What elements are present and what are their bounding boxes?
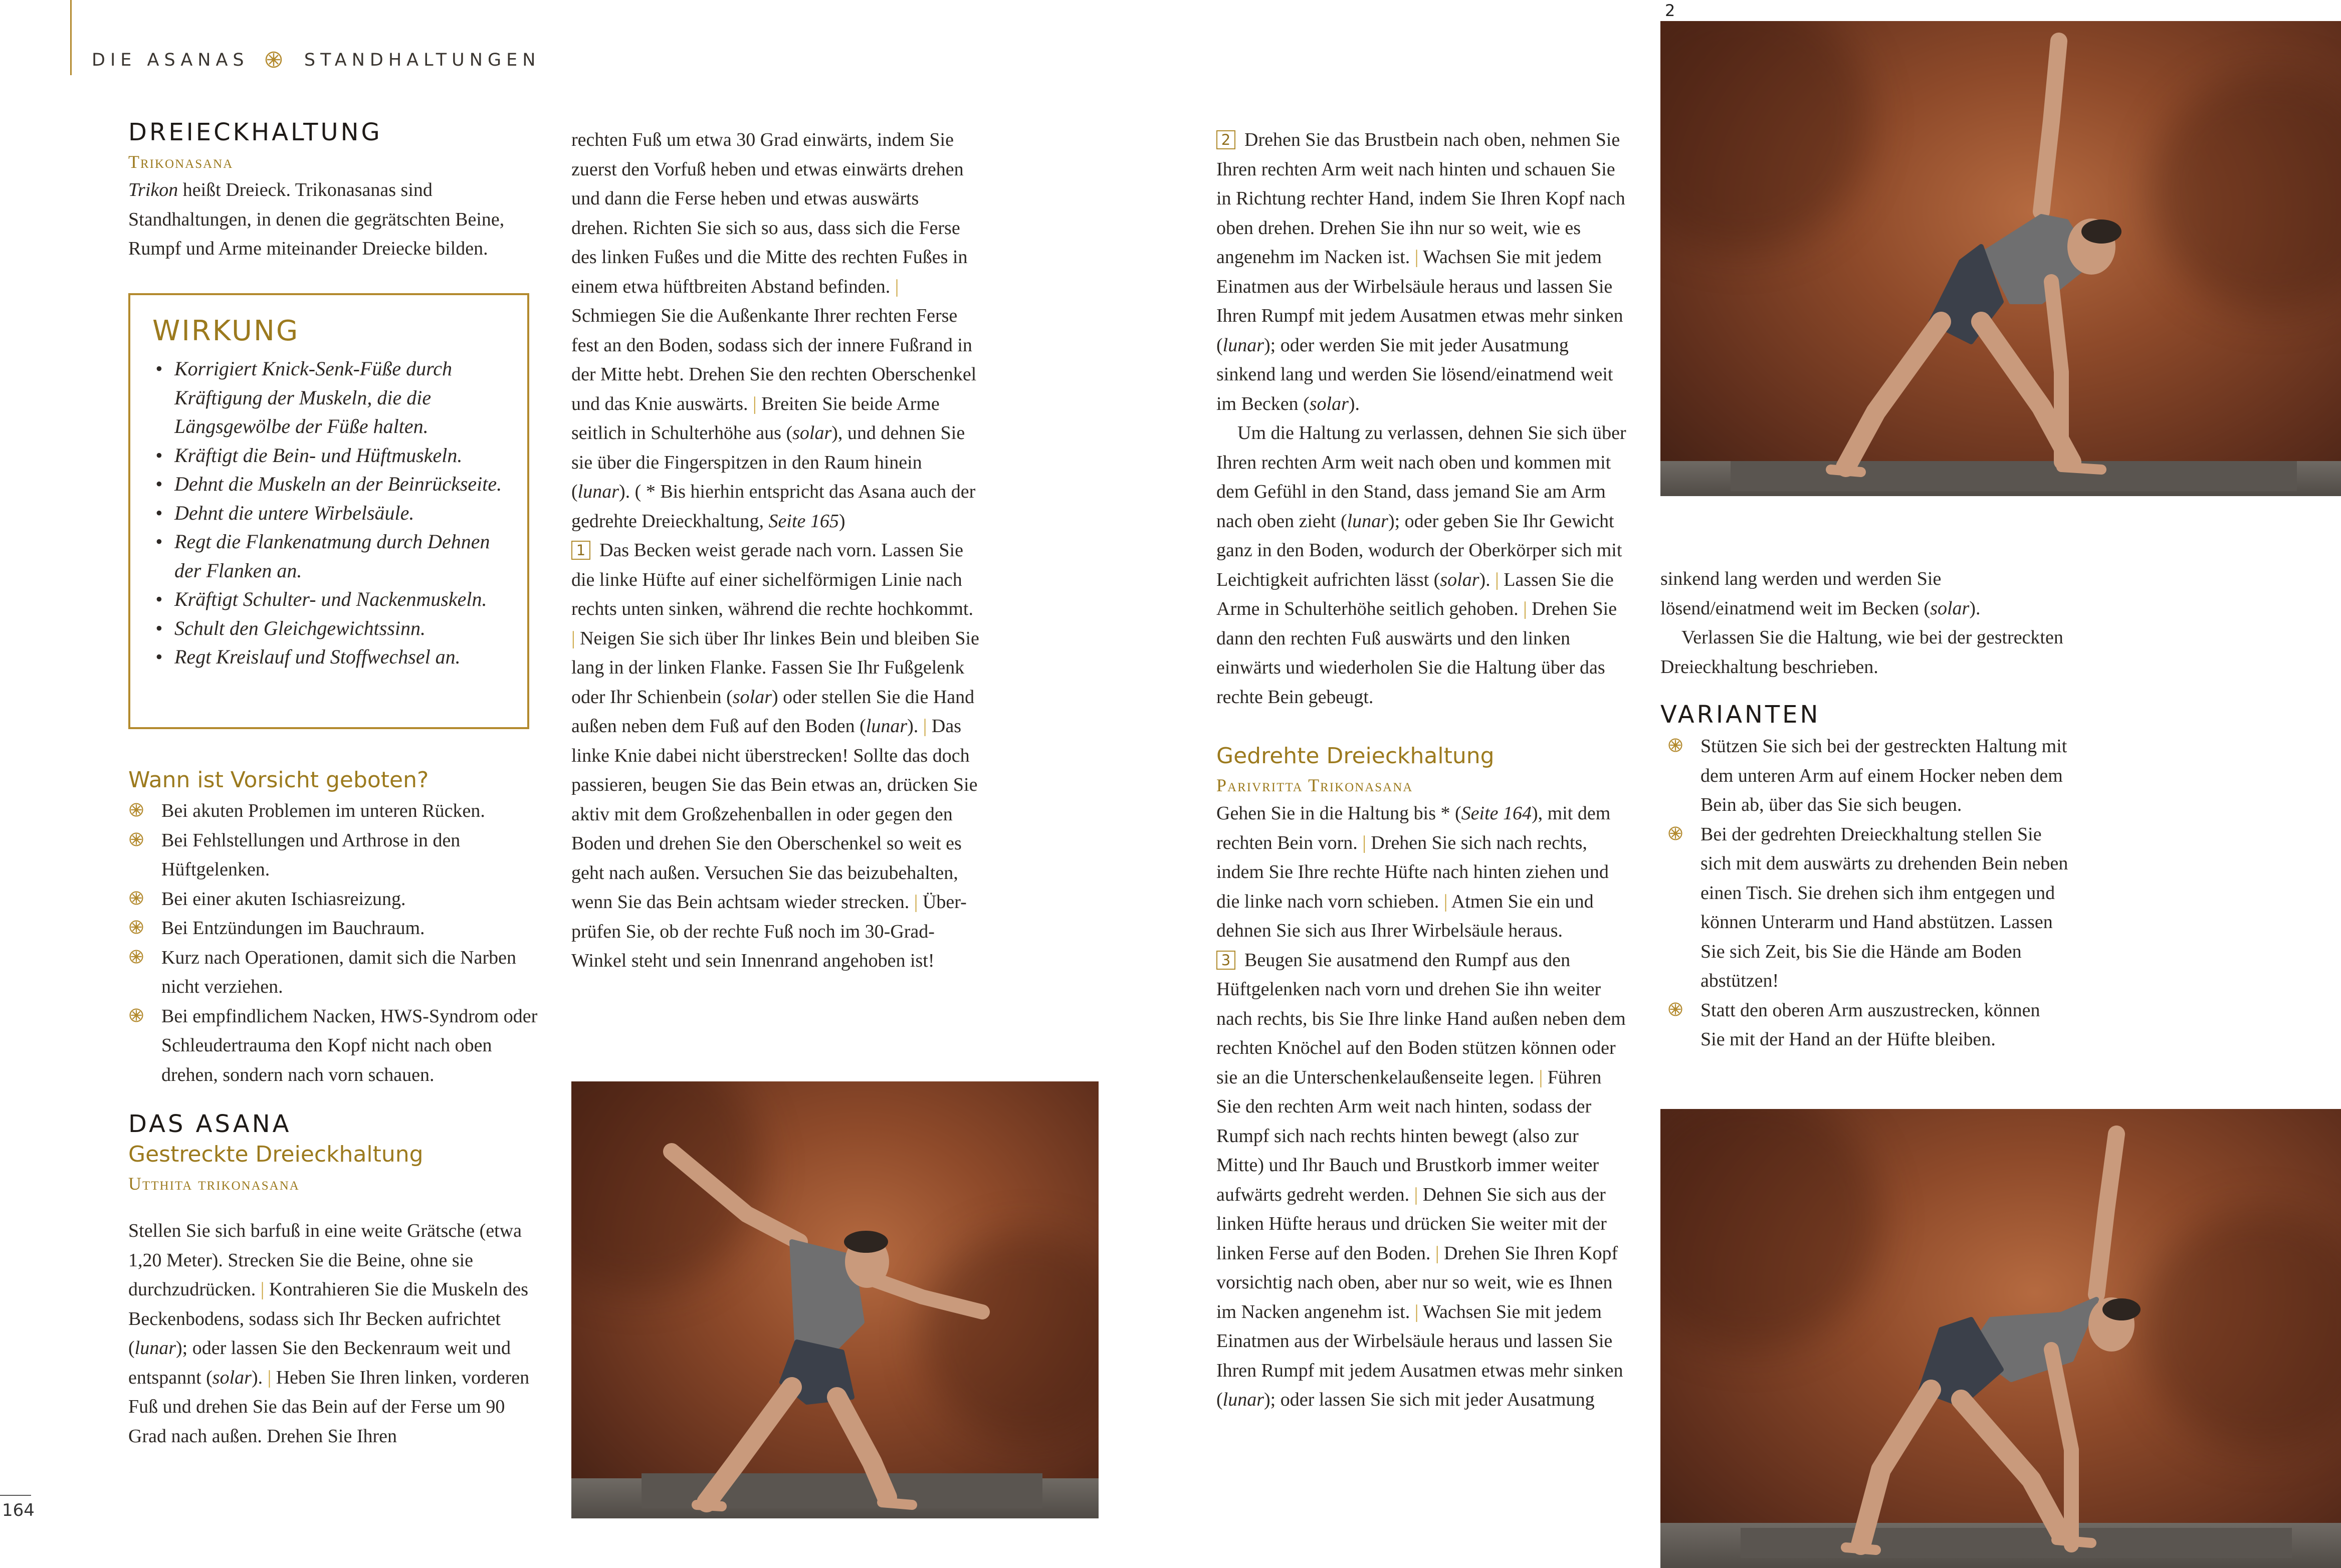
page-reference: Seite 164 bbox=[1461, 803, 1532, 824]
separator: | bbox=[1435, 1242, 1439, 1264]
solar-label: solar bbox=[792, 422, 832, 443]
text: Drehen Sie das Brustbein nach oben, nehmen Sie Ihren rechten Arm weit nach hinten und schauen Sie in Richtung rechter Hand, indem Sie Ihren Kopf nach oben drehen. Drehen Sie ihn nur so weit, wie es angenehm im Nacken ist. bbox=[1216, 129, 1625, 268]
col4-paragraph-2: Verlassen Sie die Haltung, wie bei der gestreckten Dreieckhaltung beschrieben. bbox=[1660, 627, 2063, 678]
separator: | bbox=[1495, 569, 1499, 590]
vorsicht-item bbox=[121, 826, 539, 884]
figure-1-photo bbox=[571, 1081, 1099, 1518]
separator: | bbox=[1362, 832, 1366, 853]
flower-bullet-icon bbox=[128, 1007, 144, 1023]
separator: | bbox=[914, 891, 918, 913]
intro-title: DREIECKHALTUNG bbox=[128, 118, 382, 146]
text: Wachsen Sie mit jedem Einatmen aus der Wirbelsäule heraus und lassen Sie Ihren Rumpf mit jedem Ausatmen etwas mehr sinken ( bbox=[1216, 247, 1623, 356]
separator: | bbox=[1523, 598, 1527, 619]
separator: | bbox=[895, 276, 899, 297]
col3-paragraph-4 bbox=[1216, 946, 1627, 1415]
separator: | bbox=[1539, 1066, 1543, 1088]
text: Das linke Knie dabei nicht überstrecken! Sollte das doch passieren, beugen Sie das Bein etwas an, drücken Sie aktiv mit dem Großzehenballen in oder gegen den Boden und drehen Sie den Oberschenkel so weit es geht nach außen. Versuchen Sie das beizubehalten, wenn Sie das Bein achtsam wieder strecken. bbox=[571, 716, 978, 913]
text: ). bbox=[1479, 569, 1496, 590]
wirkung-box bbox=[128, 293, 529, 729]
figure-2-person bbox=[1660, 21, 2341, 496]
flower-bullet-icon bbox=[1667, 1001, 1683, 1017]
variante-text: Bei der gedrehten Dreieckhaltung stellen Sie sich mit dem auswärts zu drehenden Bein neben einen Tisch. Sie drehen sich ihm entgegen und können Unterarm und Hand abstützen. Lassen Sie sich Zeit, bis Sie die Hände am Boden abstützen! bbox=[1700, 823, 2068, 991]
vorsicht-item bbox=[121, 914, 539, 943]
col2-paragraph-1 bbox=[571, 125, 980, 536]
text: Führen Sie den rechten Arm weit nach hinten, sodass der Rumpf sich nach rechts hinten bewegt (also zur Mitte) und Ihr Bauch und Brustkorb immer weiter aufwärts gedreht werden. bbox=[1216, 1066, 1602, 1205]
text: Beugen Sie ausatmend den Rumpf aus den Hüftgelenken nach vorn und drehen Sie ihn weiter nach rechts, bis Sie Ihre linke Hand außen neben dem rechten Knöchel auf den Boden stützen können oder sie an die Unterschenkelaußenseite legen. bbox=[1216, 949, 1626, 1088]
wirkung-item: • Kräftigt Schulter- und Nackenmuskeln. bbox=[152, 585, 507, 614]
flower-bullet-icon bbox=[1667, 825, 1683, 841]
flower-bullet-icon bbox=[128, 919, 144, 935]
col2-paragraph-2 bbox=[571, 536, 980, 976]
varianten-title: VARIANTEN bbox=[1660, 701, 1821, 729]
lunar-label: lunar bbox=[1222, 334, 1264, 356]
wirkung-item: • Korrigiert Knick-Senk-Füße durch Kräftigung der Muskeln, die die Längsgewölbe der Füße halten. bbox=[152, 354, 507, 441]
vorsicht-section bbox=[128, 764, 539, 1089]
figure-2-photo bbox=[1660, 21, 2341, 496]
flower-bullet-icon bbox=[128, 831, 144, 847]
text: ) oder stellen Sie die Hand außen neben dem Fuß auf den Boden ( bbox=[571, 686, 975, 737]
vorsicht-title: Wann ist Vorsicht geboten? bbox=[128, 767, 429, 793]
text: Lassen Sie die Arme in Schulterhöhe seitlich gehoben. bbox=[1216, 569, 1614, 619]
intro-paragraph bbox=[128, 175, 539, 264]
text: Drehen Sie sich nach rechts, indem Sie Ihre rechte Hüfte nach hinten ziehen und die linke nach vorn schieben. bbox=[1216, 832, 1609, 912]
vorsicht-item bbox=[121, 943, 539, 1002]
lunar-label: lunar bbox=[1347, 510, 1388, 532]
variante-item bbox=[1660, 732, 2069, 820]
wirkung-item: • Kräftigt die Bein- und Hüftmuskeln. bbox=[152, 441, 507, 470]
text: Breiten Sie beide Arme seitlich in Schulterhöhe aus ( bbox=[571, 393, 940, 443]
vorsicht-item-text: Bei Entzündungen im Bauchraum. bbox=[161, 918, 425, 939]
text: Dehnen Sie sich aus der linken Hüfte heraus und drücken Sie weiter mit der linken Ferse auf den Boden. bbox=[1216, 1184, 1607, 1264]
text: Um die Haltung zu verlassen, dehnen Sie sich über Ihren rechten Arm weit nach oben und kommen mit dem Gefühl in den Stand, dass jemand Sie am Arm nach oben zieht ( bbox=[1216, 422, 1626, 532]
text: ). bbox=[1969, 597, 1981, 619]
flower-bullet-icon bbox=[128, 949, 144, 965]
page-number: 164 bbox=[2, 1500, 35, 1520]
separator: | bbox=[923, 716, 927, 737]
wirkung-item: • Dehnt die untere Wirbelsäule. bbox=[152, 499, 507, 528]
variante-item bbox=[1660, 820, 2069, 996]
column-3 bbox=[1216, 125, 1627, 1415]
page-reference: Seite 165 bbox=[768, 510, 839, 532]
lunar-label: lunar bbox=[866, 716, 908, 737]
lunar-label: lunar bbox=[134, 1337, 176, 1359]
col4-paragraph-1 bbox=[1660, 564, 2069, 623]
solar-label: solar bbox=[1440, 569, 1479, 590]
vorsicht-item bbox=[121, 1002, 539, 1090]
solar-label: solar bbox=[1309, 393, 1349, 414]
solar-label: solar bbox=[212, 1367, 252, 1388]
solar-label: solar bbox=[732, 686, 772, 708]
vorsicht-item-text: Bei akuten Problemen im unteren Rücken. bbox=[161, 800, 485, 821]
text: Neigen Sie sich über Ihr linkes Bein und bleiben Sie lang in der linken Flanke. Fassen Sie Ihr Fußgelenk oder Ihr Schienbein ( bbox=[571, 627, 979, 708]
page-number-rule bbox=[0, 1495, 31, 1496]
text: ) bbox=[838, 510, 845, 532]
solar-label: solar bbox=[1930, 597, 1970, 619]
lunar-label: lunar bbox=[577, 481, 619, 502]
text: ). bbox=[907, 716, 923, 737]
text: sinkend lang werden und werden Sie lösend/einatmend weit im Becken ( bbox=[1660, 568, 1942, 619]
wirkung-title: WIRKUNG bbox=[152, 315, 300, 347]
variante-text: Stützen Sie sich bei der gestreckten Haltung mit dem unteren Arm auf einem Hocker neben dem Bein ab, über das Sie sich beugen. bbox=[1700, 736, 2067, 815]
asana-subtitle: Gestreckte Dreieckhaltung bbox=[128, 1142, 423, 1167]
separator: | bbox=[1414, 1301, 1419, 1322]
asana-title: DAS ASANA bbox=[128, 1110, 292, 1138]
text: Über-prüfen Sie, ob der rechte Fuß noch im 30-Grad-Winkel steht und sein Innenrand angehoben ist! bbox=[571, 891, 967, 971]
text: Drehen Sie dann den rechten Fuß auswärts und den linken einwärts und wiederholen Sie die Haltung über das rechte Bein gebeugt. bbox=[1216, 598, 1617, 708]
col3-paragraph-2 bbox=[1216, 418, 1627, 712]
column-2 bbox=[571, 125, 980, 976]
col3-paragraph-3 bbox=[1216, 799, 1627, 946]
intro-text: heißt Dreieck. Trikonasanas sind Standhaltungen, in denen die gegrätschten Beine, Rumpf und Arme miteinander Dreiecke bilden. bbox=[128, 179, 505, 259]
text: ); oder geben Sie Ihr Gewicht ganz in den Boden, wodurch der Oberkörper sich mit Leichtigkeit aufrichten lässt ( bbox=[1216, 510, 1622, 590]
flower-bullet-icon bbox=[128, 802, 144, 818]
asana-text: Stellen Sie sich barfuß in eine weite Grätsche (etwa 1,20 Meter). Strecken Sie die Beine, ohne sie durchzudrücken. bbox=[128, 1220, 522, 1300]
separator: | bbox=[1414, 1184, 1418, 1205]
text: ); oder lassen Sie sich mit jeder Ausatmung bbox=[1264, 1389, 1595, 1410]
wirkung-item: • Dehnt die Muskeln an der Beinrückseite. bbox=[152, 470, 507, 499]
text: Schmiegen Sie die Außenkante Ihrer rechten Ferse fest an den Boden, sodass sich der innere Fußrand in der Mitte hebt. Drehen Sie den rechten Oberschenkel und das Knie auswärts. bbox=[571, 305, 977, 414]
vorsicht-item-text: Bei einer akuten Ischiasreizung. bbox=[161, 888, 406, 910]
figure-1-person bbox=[571, 1081, 1099, 1518]
vorsicht-list bbox=[121, 796, 539, 1089]
asana-text: ); oder lassen Sie den Beckenraum weit und entspannt ( bbox=[128, 1337, 511, 1388]
asana-text: Heben Sie Ihren linken, vorderen Fuß und drehen Sie das Bein auf der Ferse um 90 Grad nach außen. Drehen Sie Ihren bbox=[128, 1367, 530, 1447]
text: ). bbox=[1348, 393, 1360, 414]
figure-3-photo bbox=[1660, 1109, 2341, 1568]
figure-2-number: 2 bbox=[1665, 1, 1675, 20]
text: ), mit dem rechten Bein vorn. bbox=[1216, 803, 1611, 853]
asana-section bbox=[128, 1109, 539, 1470]
col3-paragraph-1 bbox=[1216, 125, 1627, 418]
header-subsection: STANDHALTUNGEN bbox=[304, 50, 541, 70]
flower-bullet-icon bbox=[1667, 737, 1683, 753]
step-marker-3: 3 bbox=[1216, 951, 1235, 970]
flower-ornament-icon bbox=[265, 51, 283, 69]
text: Das Becken weist gerade nach vorn. Lassen Sie die linke Hüfte auf einer sichelförmigen Linie nach rechts unten sinken, während die rechte hochkommt. bbox=[571, 540, 973, 619]
separator: | bbox=[1443, 890, 1448, 912]
separator: | bbox=[571, 627, 575, 649]
text: ), und dehnen Sie sie über die Fingerspitzen in den Raum hinein ( bbox=[571, 422, 965, 502]
separator: | bbox=[752, 393, 757, 414]
twist-sanskrit: Parivritta Trikonasana bbox=[1216, 775, 1413, 795]
text: ); oder werden Sie mit jeder Ausatmung sinkend lang und werden Sie lösend/einatmend weit im Becken ( bbox=[1216, 334, 1613, 414]
text: ). ( * Bis hierhin entspricht das Asana auch der gedrehte Dreieckhaltung, bbox=[571, 481, 976, 532]
varianten-list bbox=[1660, 732, 2069, 1054]
text: Atmen Sie ein und dehnen Sie sich aus Ihrer Wirbelsäule heraus. bbox=[1216, 890, 1594, 941]
vorsicht-item bbox=[121, 884, 539, 914]
separator: | bbox=[260, 1279, 265, 1300]
vorsicht-item-text: Bei Fehlstellungen und Arthrose in den Hüftgelenken. bbox=[161, 829, 461, 880]
wirkung-item: • Schult den Gleichgewichtssinn. bbox=[152, 614, 507, 643]
asana-sanskrit: Utthita trikonasana bbox=[128, 1174, 300, 1194]
vorsicht-item bbox=[121, 796, 539, 826]
vorsicht-item-text: Kurz nach Operationen, damit sich die Narben nicht verziehen. bbox=[161, 947, 517, 997]
lunar-label: lunar bbox=[1222, 1389, 1264, 1410]
header-section: DIE ASANAS bbox=[92, 50, 249, 70]
flower-bullet-icon bbox=[128, 890, 144, 906]
step-marker-1: 1 bbox=[571, 541, 590, 560]
intro-em: Trikon bbox=[128, 179, 178, 200]
wirkung-item: • Regt die Flankenatmung durch Dehnen der Flanken an. bbox=[152, 527, 507, 585]
running-header bbox=[92, 50, 540, 70]
column-1 bbox=[128, 116, 539, 264]
asana-text: ). bbox=[251, 1367, 268, 1388]
variante-text: Statt den oberen Arm auszustrecken, können Sie mit der Hand an der Hüfte bleiben. bbox=[1700, 999, 2040, 1050]
text: Wachsen Sie mit jedem Einatmen aus der Wirbelsäule heraus und lassen Sie Ihren Rumpf mit jedem Ausatmen etwas mehr sinken ( bbox=[1216, 1301, 1623, 1410]
separator: | bbox=[1414, 247, 1419, 268]
separator: | bbox=[267, 1367, 272, 1388]
text: rechten Fuß um etwa 30 Grad einwärts, indem Sie zuerst den Vorfuß heben und etwas einwärts drehen und dann die Ferse heben und etwas auswärts drehen. Richten Sie sich so aus, dass sich die Ferse des linken Fußes und die Mitte des rechten Fußes in einem etwa hüftbreiten Abstand befinden. bbox=[571, 129, 968, 297]
wirkung-list bbox=[152, 354, 507, 671]
header-rule bbox=[70, 0, 72, 75]
variante-item bbox=[1660, 996, 2069, 1054]
vorsicht-item-text: Bei empfindlichem Nacken, HWS-Syndrom oder Schleudertrauma den Kopf nicht nach oben drehen, sondern nach vorn schauen. bbox=[161, 1005, 538, 1085]
wirkung-item: • Regt Kreislauf und Stoffwechsel an. bbox=[152, 642, 507, 671]
asana-paragraph bbox=[128, 1216, 539, 1451]
column-4 bbox=[1660, 564, 2069, 1054]
step-marker-2: 2 bbox=[1216, 130, 1235, 149]
text: Drehen Sie Ihren Kopf vorsichtig nach oben, aber nur so weit, wie es Ihnen im Nacken angenehm ist. bbox=[1216, 1242, 1618, 1322]
intro-sanskrit: Trikonasana bbox=[128, 152, 234, 172]
figure-3-person bbox=[1660, 1109, 2341, 1568]
text: Gehen Sie in die Haltung bis * ( bbox=[1216, 803, 1461, 824]
asana-text: Kontrahieren Sie die Muskeln des Beckenbodens, sodass sich Ihr Becken aufrichtet ( bbox=[128, 1279, 528, 1359]
twist-title: Gedrehte Dreieckhaltung bbox=[1216, 743, 1495, 769]
